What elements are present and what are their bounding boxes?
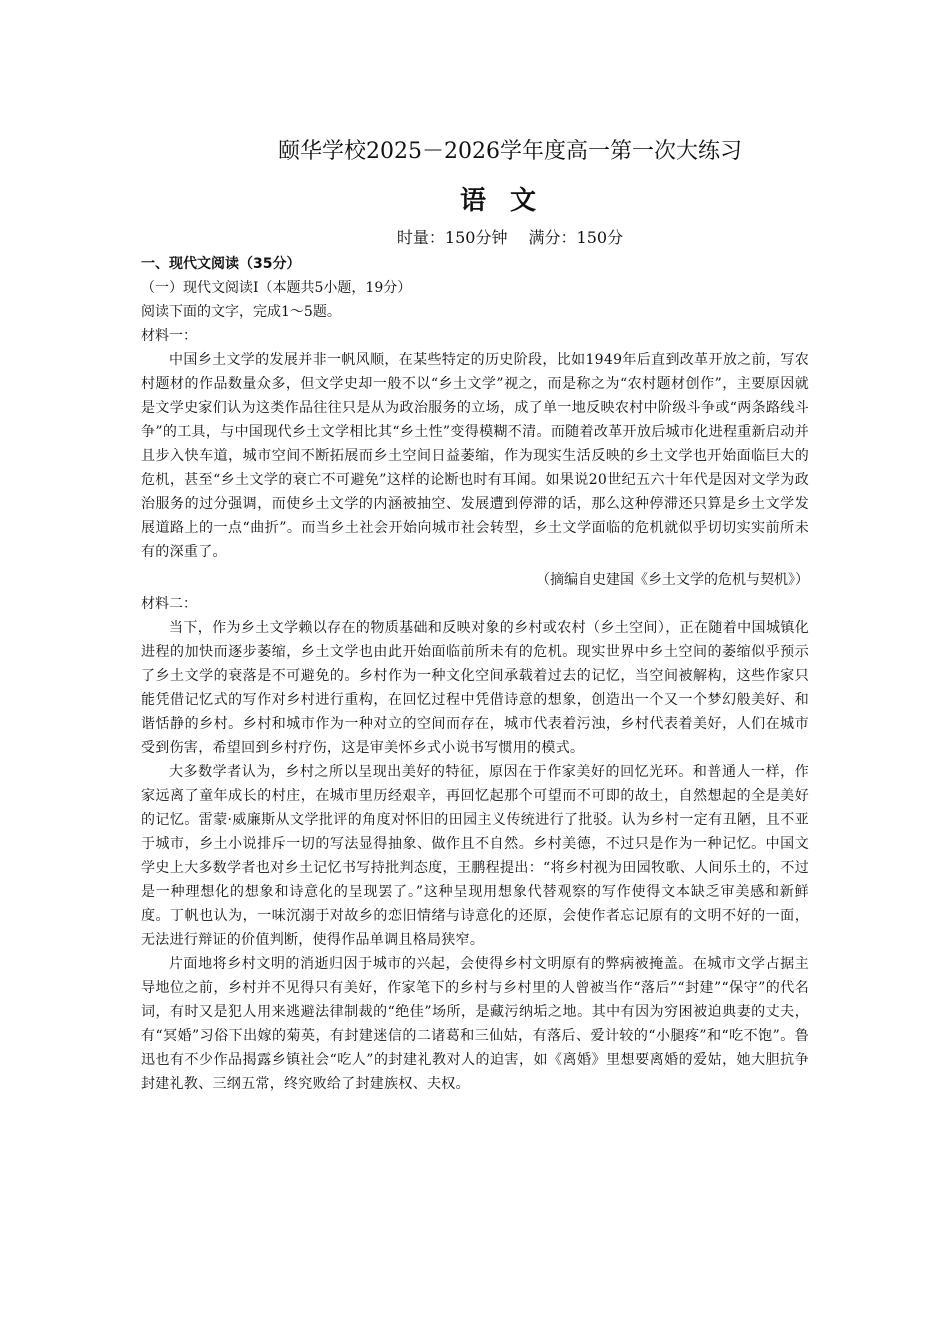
exam-time-info [0,227,950,249]
material-two-paragraph: 片面地将乡村文明的消逝归因于城市的兴起，会使得乡村文明原有的弊病被掩盖。在城市文学占据主导地位之前，乡村并不见得只有美好，作家笔下的乡村与乡村里的人曾被当作“落后”“封建”“保守”的代名词，有时又是犯人用来逃避法律制裁的“绝佳”场所，是藏污纳垢之地。其中有因为穷困被迫典妻的丈夫，有“冥婚”习俗下出嫁的菊英，有封建迷信的二诸葛和三仙姑，有落后、爱计较的“小腿疼”和“吃不饱”。鲁迅也有不少作品揭露乡镇社会“吃人”的封建礼教对人的迫害，如《离婚》里想要离婚的爱姑，她大胆抗争封建礼教、三纲五常，终究败给了封建族权、夫权。 [141,956,809,1092]
material-two-paragraph: 当下，作为乡土文学赖以存在的物质基础和反映对象的乡村或农村（乡土空间），正在随着中国城镇化进程的加快而逐步萎缩，乡土文学也由此开始面临前所未有的危机。现实世界中乡土空间的萎缩似乎预示了乡土文学的衰落是不可避免的。乡村作为一种文化空间承载着过去的记忆，当空间被解构，这些作家只能凭借记忆式的写作对乡村进行重构，在回忆过程中凭借诗意的想象，创造出一个又一个梦幻般美好、和谐恬静的乡村。乡村和城市作为一种对立的空间而存在，城市代表着污浊，乡村代表着美好，人们在城市受到伤害，希望回到乡村疗伤，这是审美怀乡式小说书写惯用的模式。 [141,620,809,756]
material-one-paragraph: 中国乡土文学的发展并非一帆风顺，在某些特定的历史阶段，比如1949年后直到改革开放之前，写农村题材的作品数量众多，但文学史却一般不以“乡土文学”视之，而是称之为“农村题材创作”，主要原因就是文学史家们认为这类作品往往只是从为政治服务的立场，成了单一地反映农村中阶级斗争或“两条路线斗争”的工具，与中国现代乡土文学相比其“乡土性”变得模糊不清。而随着改革开放后城市化进程重新启动并且步入快车道，城市空间不断拓展而乡土空间日益萎缩，作为现实生活反映的乡土文学也开始面临巨大的危机，甚至“乡土文学的衰亡不可避免”这样的论断也时有耳闻。如果说20世纪五六十年代是因对文学为政治服务的过分强调，而使乡土文学的内涵被抽空、发展遭到停滞的话，那么这种停滞还只算是乡土文学发展道路上的一点“曲折”。而当乡土社会开始向城市社会转型，乡土文学面临的危机就似乎切切实实前所未有的深重了。 [141,352,809,560]
exam-title: 颐华学校2025－2026学年度高一第一次大练习 [278,139,742,164]
material-one-label: 材料一： [141,328,197,344]
material-two-label: 材料二： [141,596,197,612]
section-heading: 一、现代文阅读（35分） [141,256,301,272]
score-label: 满分：150分 [528,228,624,247]
time-label: 时量：150分钟 [396,228,508,247]
reading-instruction: 阅读下面的文字，完成1～5题。 [141,304,341,320]
material-one-source: （摘编自史建国《乡土文学的危机与契机》） [536,572,809,588]
subject-title: 语文 [459,186,560,216]
material-two-paragraph: 大多数学者认为，乡村之所以呈现出美好的特征，原因在于作家美好的回忆光环。和普通人一样，作家远离了童年成长的村庄，在城市里历经艰辛，再回忆起那个可望而不可即的故土，自然想起的全是美好的记忆。雷蒙·威廉斯从文学批评的角度对怀旧的田园主义传统进行了批驳。认为乡村一定有丑陋，且不亚于城市，乡土小说排斥一切的写法显得抽象、做作且不自然。乡村美德，不过只是作为一种记忆。中国文学史上大多数学者也对乡土记忆书写持批判态度，王鹏程提出：“将乡村视为田园牧歌、人间乐土的，不过是一种理想化的想象和诗意化的呈现罢了。”这种呈现用想象代替观察的写作使得文本缺乏审美感和新鲜度。丁帆也认为，一味沉溺于对故乡的恋旧情绪与诗意化的还原，会使作者忘记原有的文明不好的一面，无法进行辩证的价值判断，使得作品单调且格局狭窄。 [141,764,809,948]
exam-content [141,252,809,1096]
section-subheading: （一）现代文阅读Ⅰ（本题共5小题，19分） [141,280,412,296]
